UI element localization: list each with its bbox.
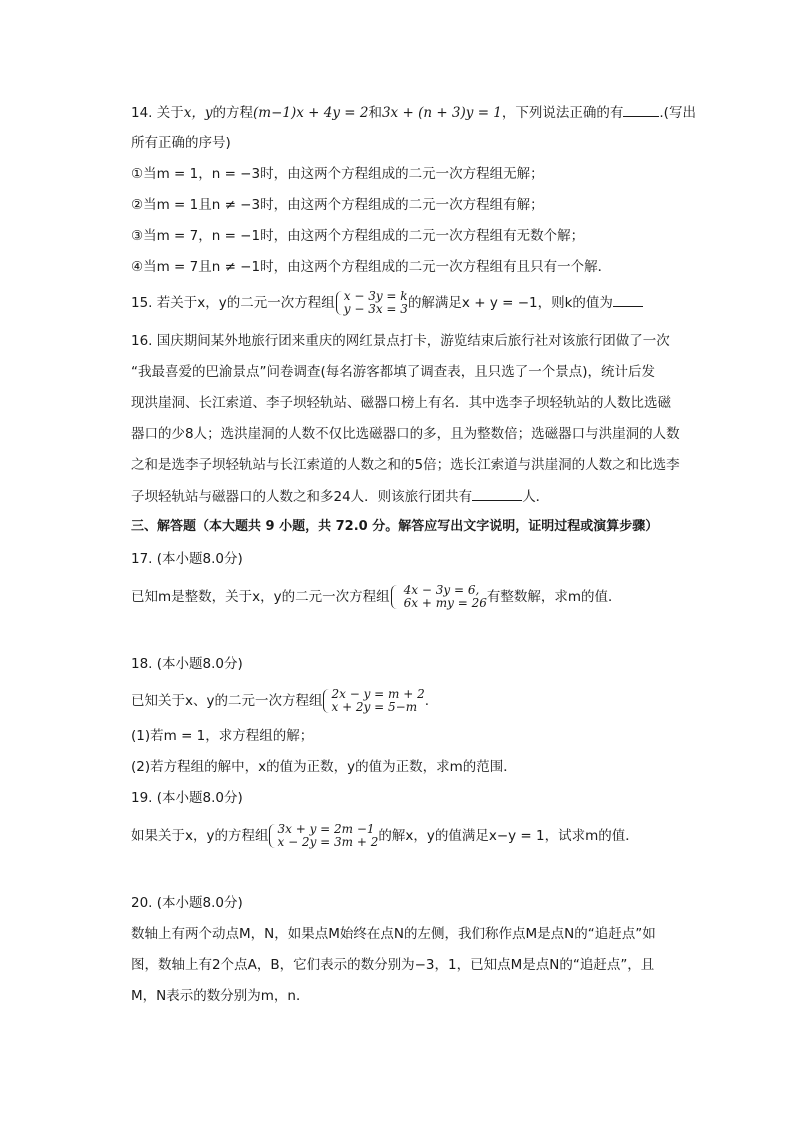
q19-equation-system	[268, 823, 378, 849]
q18-heading: 18. (本小题8.0分)	[131, 656, 243, 672]
q15-line	[131, 290, 643, 316]
q14-text: 的方程	[212, 105, 254, 121]
q16-line4: 器口的少8人；选洪崖洞的人数不仅比选磁器口的多，且为整数倍；选磁器口与洪崖洞的人数	[131, 426, 680, 442]
q14-option-2: ②当m = 1且n ≠ −3时，由这两个方程组成的二元一次方程组有解；	[131, 197, 544, 213]
q14-eq1: (m−1)x + 4y = 2	[253, 105, 369, 121]
q18-part-1: (1)若m = 1，求方程组的解；	[131, 728, 314, 744]
q18-equation-system	[322, 688, 424, 714]
q18-text: .	[424, 693, 430, 709]
q17-equation-system	[390, 584, 487, 610]
q15-eq1: x − 3y = k	[343, 289, 408, 303]
q20-line1: 数轴上有两个动点M，N，如果点M始终在点N的左侧，我们称作点M是点N的“追赶点”如	[131, 926, 656, 942]
q18-eq2: x + 2y = 5−m	[331, 700, 418, 714]
q18-eq1: 2x − y = m + 2	[331, 687, 425, 701]
q17-text: 已知m是整数，关于x，y的二元一次方程组	[131, 589, 390, 605]
q18-part-2: (2)若方程组的解中，x的值为正数，y的值为正数，求m的范围．	[131, 759, 517, 775]
q14-vars: x，y	[183, 105, 213, 121]
q14-text: .(写出	[659, 105, 696, 121]
q19-text: 如果关于x，y的方程组	[131, 828, 269, 844]
q15-text: 的解满足x + y = −1，则k的值为	[407, 295, 613, 311]
q15-text: 15. 若关于x，y的二元一次方程组	[131, 295, 335, 311]
q14-text: ，下列说法正确的有	[501, 105, 624, 121]
q17-eq1: 4x − 3y = 6,	[403, 583, 480, 597]
q16-text: 子坝轻轨站与磁器口的人数之和多24人．则该旅行团共有	[131, 489, 473, 505]
q14-line1	[131, 102, 696, 123]
q14-option-4: ④当m = 7且n ≠ −1时，由这两个方程组成的二元一次方程组有且只有一个解．	[131, 259, 612, 275]
answer-blank	[623, 102, 659, 117]
q16-line6	[131, 486, 549, 507]
q17-eq2: 6x + my = 26	[403, 596, 487, 610]
q19-line	[131, 823, 639, 849]
q19-eq1: 3x + y = 2m −1	[277, 822, 375, 836]
q20-line3: M，N表示的数分别为m，n．	[131, 988, 310, 1004]
q16-text: 人．	[522, 489, 550, 505]
answer-blank	[472, 486, 522, 501]
q18-line	[131, 688, 429, 714]
q16-line1: 16. 国庆期间某外地旅行团来重庆的网红景点打卡，游览结束后旅行社对该旅行团做了一次	[131, 333, 670, 349]
q14-option-1: ①当m = 1，n = −3时，由这两个方程组成的二元一次方程组无解；	[131, 166, 544, 182]
q16-line2: “我最喜爱的巴渝景点”问卷调查(每名游客都填了调查表，且只选了一个景点)，统计后发	[131, 364, 656, 380]
q14-line2: 所有正确的序号)	[131, 135, 231, 151]
q19-text: 的解x，y的值满足x−y = 1，试求m的值．	[378, 828, 639, 844]
q14-text: 和	[368, 105, 382, 121]
q15-equation-system	[335, 290, 408, 316]
section-heading: 三、解答题（本大题共 9 小题，共 72.0 分。解答应写出文字说明，证明过程或演算步骤）	[131, 519, 659, 534]
q16-line3: 现洪崖洞、长江索道、李子坝轻轨站、磁器口榜上有名．其中选李子坝轻轨站的人数比选磁	[131, 395, 671, 411]
q17-line	[131, 584, 622, 610]
q19-eq2: x − 2y = 3m + 2	[277, 835, 379, 849]
answer-blank	[613, 292, 643, 307]
q20-line2: 图，数轴上有2个点A，B，它们表示的数分别为−3，1，已知点M是点N的“追赶点”，且	[131, 957, 655, 973]
q16-line5: 之和是选李子坝轻轨站与长江索道的人数之和的5倍；选长江索道与洪崖洞的人数之和比选李	[131, 457, 680, 473]
q14-option-3: ③当m = 7，n = −1时，由这两个方程组成的二元一次方程组有无数个解；	[131, 228, 585, 244]
q20-heading: 20. (本小题8.0分)	[131, 895, 243, 911]
q14-text: 14. 关于	[131, 105, 184, 121]
q17-text: 有整数解，求m的值．	[486, 589, 622, 605]
q19-heading: 19. (本小题8.0分)	[131, 790, 243, 806]
q18-text: 已知关于x、y的二元一次方程组	[131, 693, 323, 709]
q14-eq2: 3x + (n + 3)y = 1	[381, 105, 502, 121]
q17-heading: 17. (本小题8.0分)	[131, 551, 243, 567]
q15-eq2: y − 3x = 3	[343, 302, 408, 316]
